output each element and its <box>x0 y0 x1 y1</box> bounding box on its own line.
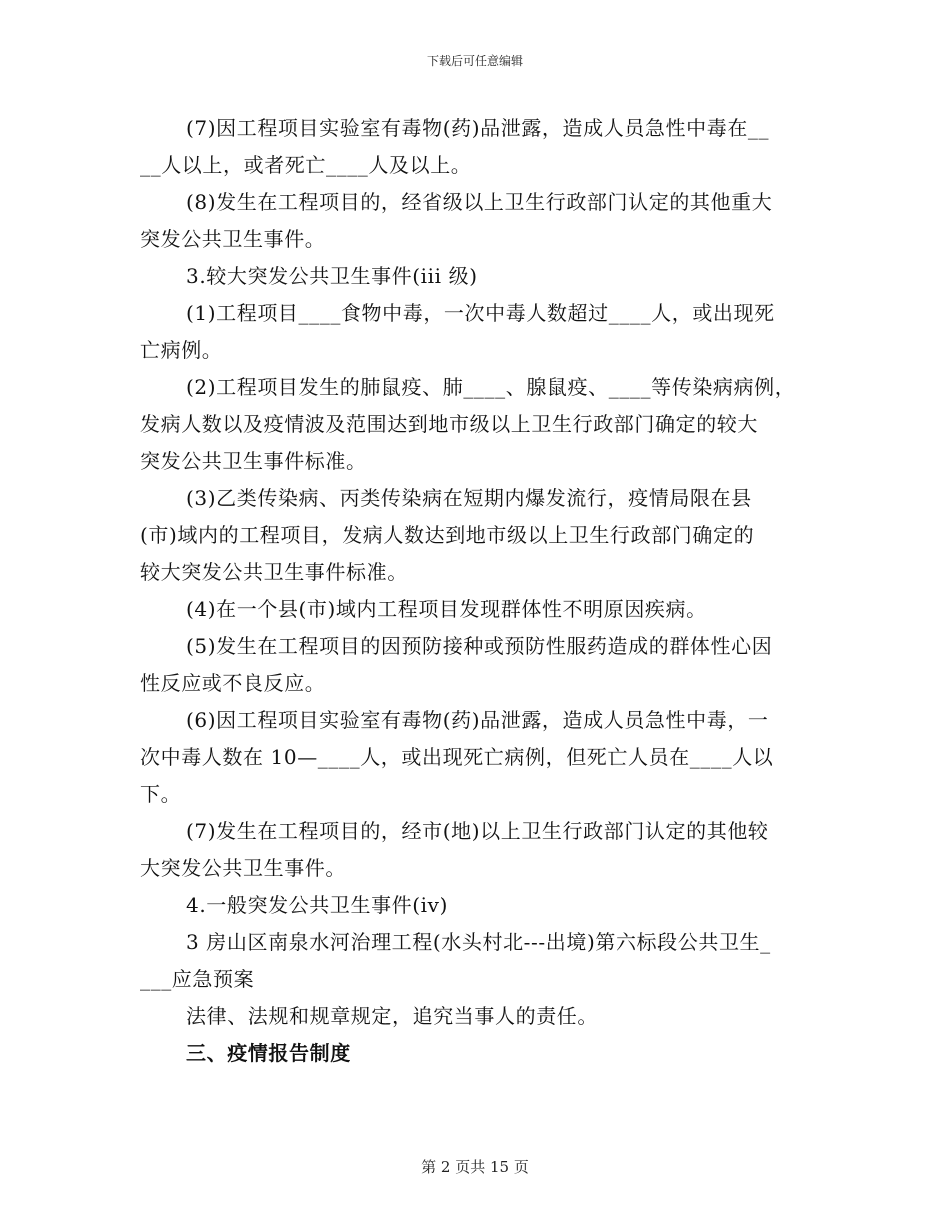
text-line: (2)工程项目发生的肺鼠疫、肺____、腺鼠疫、____等传染病病例， <box>186 375 796 399</box>
text-line: (7)因工程项目实验室有毒物(药)品泄露，造成人员急性中毒在__ <box>186 116 770 140</box>
text-line: (5)发生在工程项目的因预防接种或预防性服药造成的群体性心因 <box>186 634 773 658</box>
text-line: (8)发生在工程项目的，经省级以上卫生行政部门认定的其他重大 <box>186 190 773 214</box>
paragraph-item-4 <box>140 591 810 628</box>
paragraph-item-3 <box>140 480 810 591</box>
text-line: 4.一般突发公共卫生事件(iv) <box>186 893 448 917</box>
text-line: ___应急预案 <box>140 967 255 991</box>
subsection-heading-4 <box>140 887 810 924</box>
page-header: 下载后可任意编辑 <box>426 54 523 68</box>
text-line: __人以上，或者死亡____人及以上。 <box>140 153 472 177</box>
paragraph-legal <box>140 998 810 1035</box>
paragraph-item-7b <box>140 813 810 887</box>
text-line: (1)工程项目____食物中毒，一次中毒人数超过____人，或出现死 <box>186 301 775 325</box>
paragraph-item-2 <box>140 369 810 480</box>
section-heading: 三、疫情报告制度 <box>186 1041 351 1065</box>
paragraph-item-5 <box>140 628 810 702</box>
paragraph-item-7 <box>140 110 810 184</box>
paragraph-item-1 <box>140 295 810 369</box>
text-line: 3 房山区南泉水河治理工程(水头村北---出境)第六标段公共卫生_ <box>186 930 771 954</box>
text-line: 亡病例。 <box>140 338 223 362</box>
text-line: 较大突发公共卫生事件标准。 <box>140 560 408 584</box>
running-title <box>140 924 810 998</box>
text-line: (6)因工程项目实验室有毒物(药)品泄露，造成人员急性中毒，一 <box>186 708 769 732</box>
text-line: (7)发生在工程项目的，经市(地)以上卫生行政部门认定的其他较 <box>186 819 769 843</box>
document-body <box>140 110 810 1072</box>
text-line: 性反应或不良反应。 <box>140 671 326 695</box>
text-line: (3)乙类传染病、丙类传染病在短期内爆发流行，疫情局限在县 <box>186 486 752 510</box>
text-line: (市)域内的工程项目，发病人数达到地市级以上卫生行政部门确定的 <box>140 523 755 547</box>
paragraph-item-6 <box>140 702 810 813</box>
text-line: (4)在一个县(市)域内工程项目发现群体性不明原因疾病。 <box>186 597 707 621</box>
text-line: 下。 <box>140 782 182 806</box>
text-line: 法律、法规和规章规定，追究当事人的责任。 <box>186 1004 598 1028</box>
text-line: 次中毒人数在 10—____人，或出现死亡病例，但死亡人员在____人以 <box>140 745 774 769</box>
text-line: 发病人数以及疫情波及范围达到地市级以上卫生行政部门确定的较大 <box>140 412 758 436</box>
text-line: 突发公共卫生事件。 <box>140 227 326 251</box>
text-line: 3.较大突发公共卫生事件(iii 级) <box>186 264 478 288</box>
text-line: 大突发公共卫生事件。 <box>140 856 346 880</box>
subsection-heading-3 <box>140 258 810 295</box>
paragraph-item-8 <box>140 184 810 258</box>
text-line: 突发公共卫生事件标准。 <box>140 449 367 473</box>
page-footer: 第 2 页共 15 页 <box>421 1158 529 1176</box>
